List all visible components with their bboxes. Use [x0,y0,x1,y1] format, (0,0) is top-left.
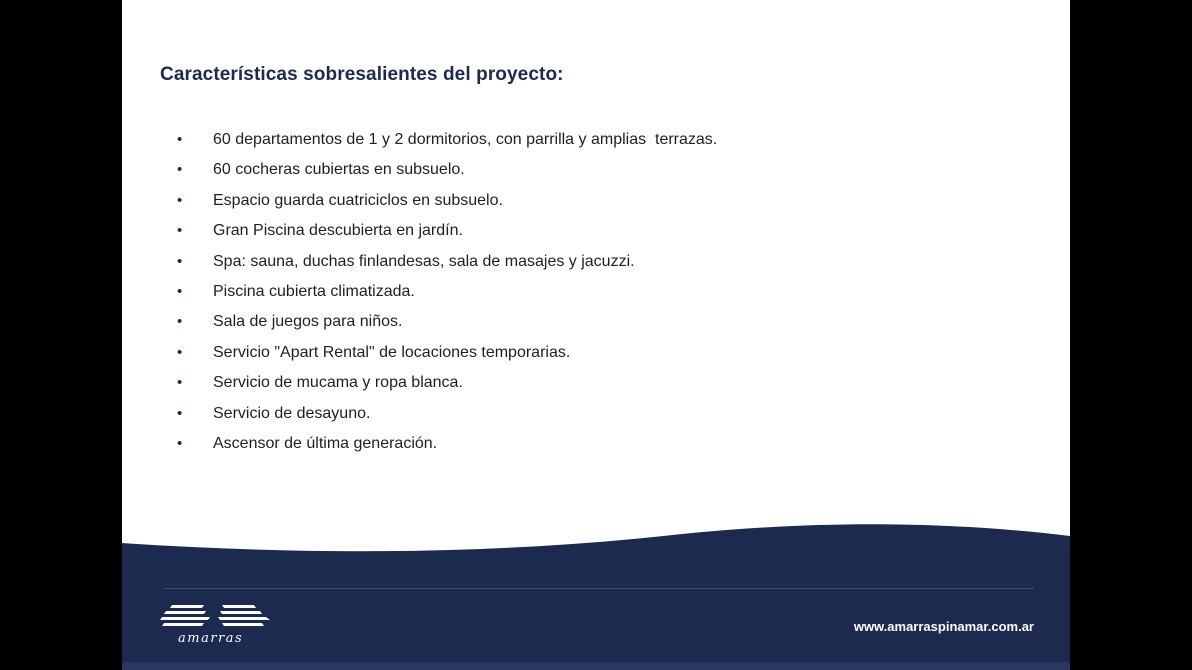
feature-text: Espacio guarda cuatriciclos en subsuelo. [213,191,503,209]
footer-bottom-strip [122,662,1070,670]
website-url: www.amarraspinamar.com.ar [853,619,1034,634]
bullet-icon: • [177,222,183,240]
feature-text: 60 departamentos de 1 y 2 dormitorios, con parrilla y amplias terrazas. [213,131,718,148]
feature-text: Servicio "Apart Rental" de locaciones temporarias. [213,343,571,361]
feature-text: Servicio de mucama y ropa blanca. [213,374,463,392]
bullet-icon: • [177,282,183,300]
slide-title: Características sobresalientes del proyecto: [160,64,564,85]
bullet-icon: • [177,434,183,452]
feature-text: Spa: sauna, duchas finlandesas, sala de masajes y jacuzzi. [213,252,635,270]
bullet-icon: • [177,131,183,148]
stacked-waves-logo-icon [158,602,278,632]
presentation-slide [122,0,1070,670]
amarras-logo [158,602,278,652]
feature-text: Servicio de desayuno. [213,404,371,422]
logo-wordmark: amarras [178,631,244,646]
bullet-icon: • [177,191,183,209]
bullet-icon: • [177,252,183,270]
bullet-icon: • [177,161,183,179]
feature-text: Piscina cubierta climatizada. [213,282,415,300]
bullet-icon: • [177,374,183,392]
bullet-icon: • [177,404,183,422]
feature-text: 60 cocheras cubiertas en subsuelo. [213,161,465,179]
footer-divider [164,588,1034,589]
bullet-icon: • [177,313,183,331]
feature-text: Gran Piscina descubierta en jardín. [213,222,463,240]
feature-text: Ascensor de última generación. [213,434,438,452]
bullet-icon: • [177,343,183,361]
feature-text: Sala de juegos para niños. [213,313,403,331]
